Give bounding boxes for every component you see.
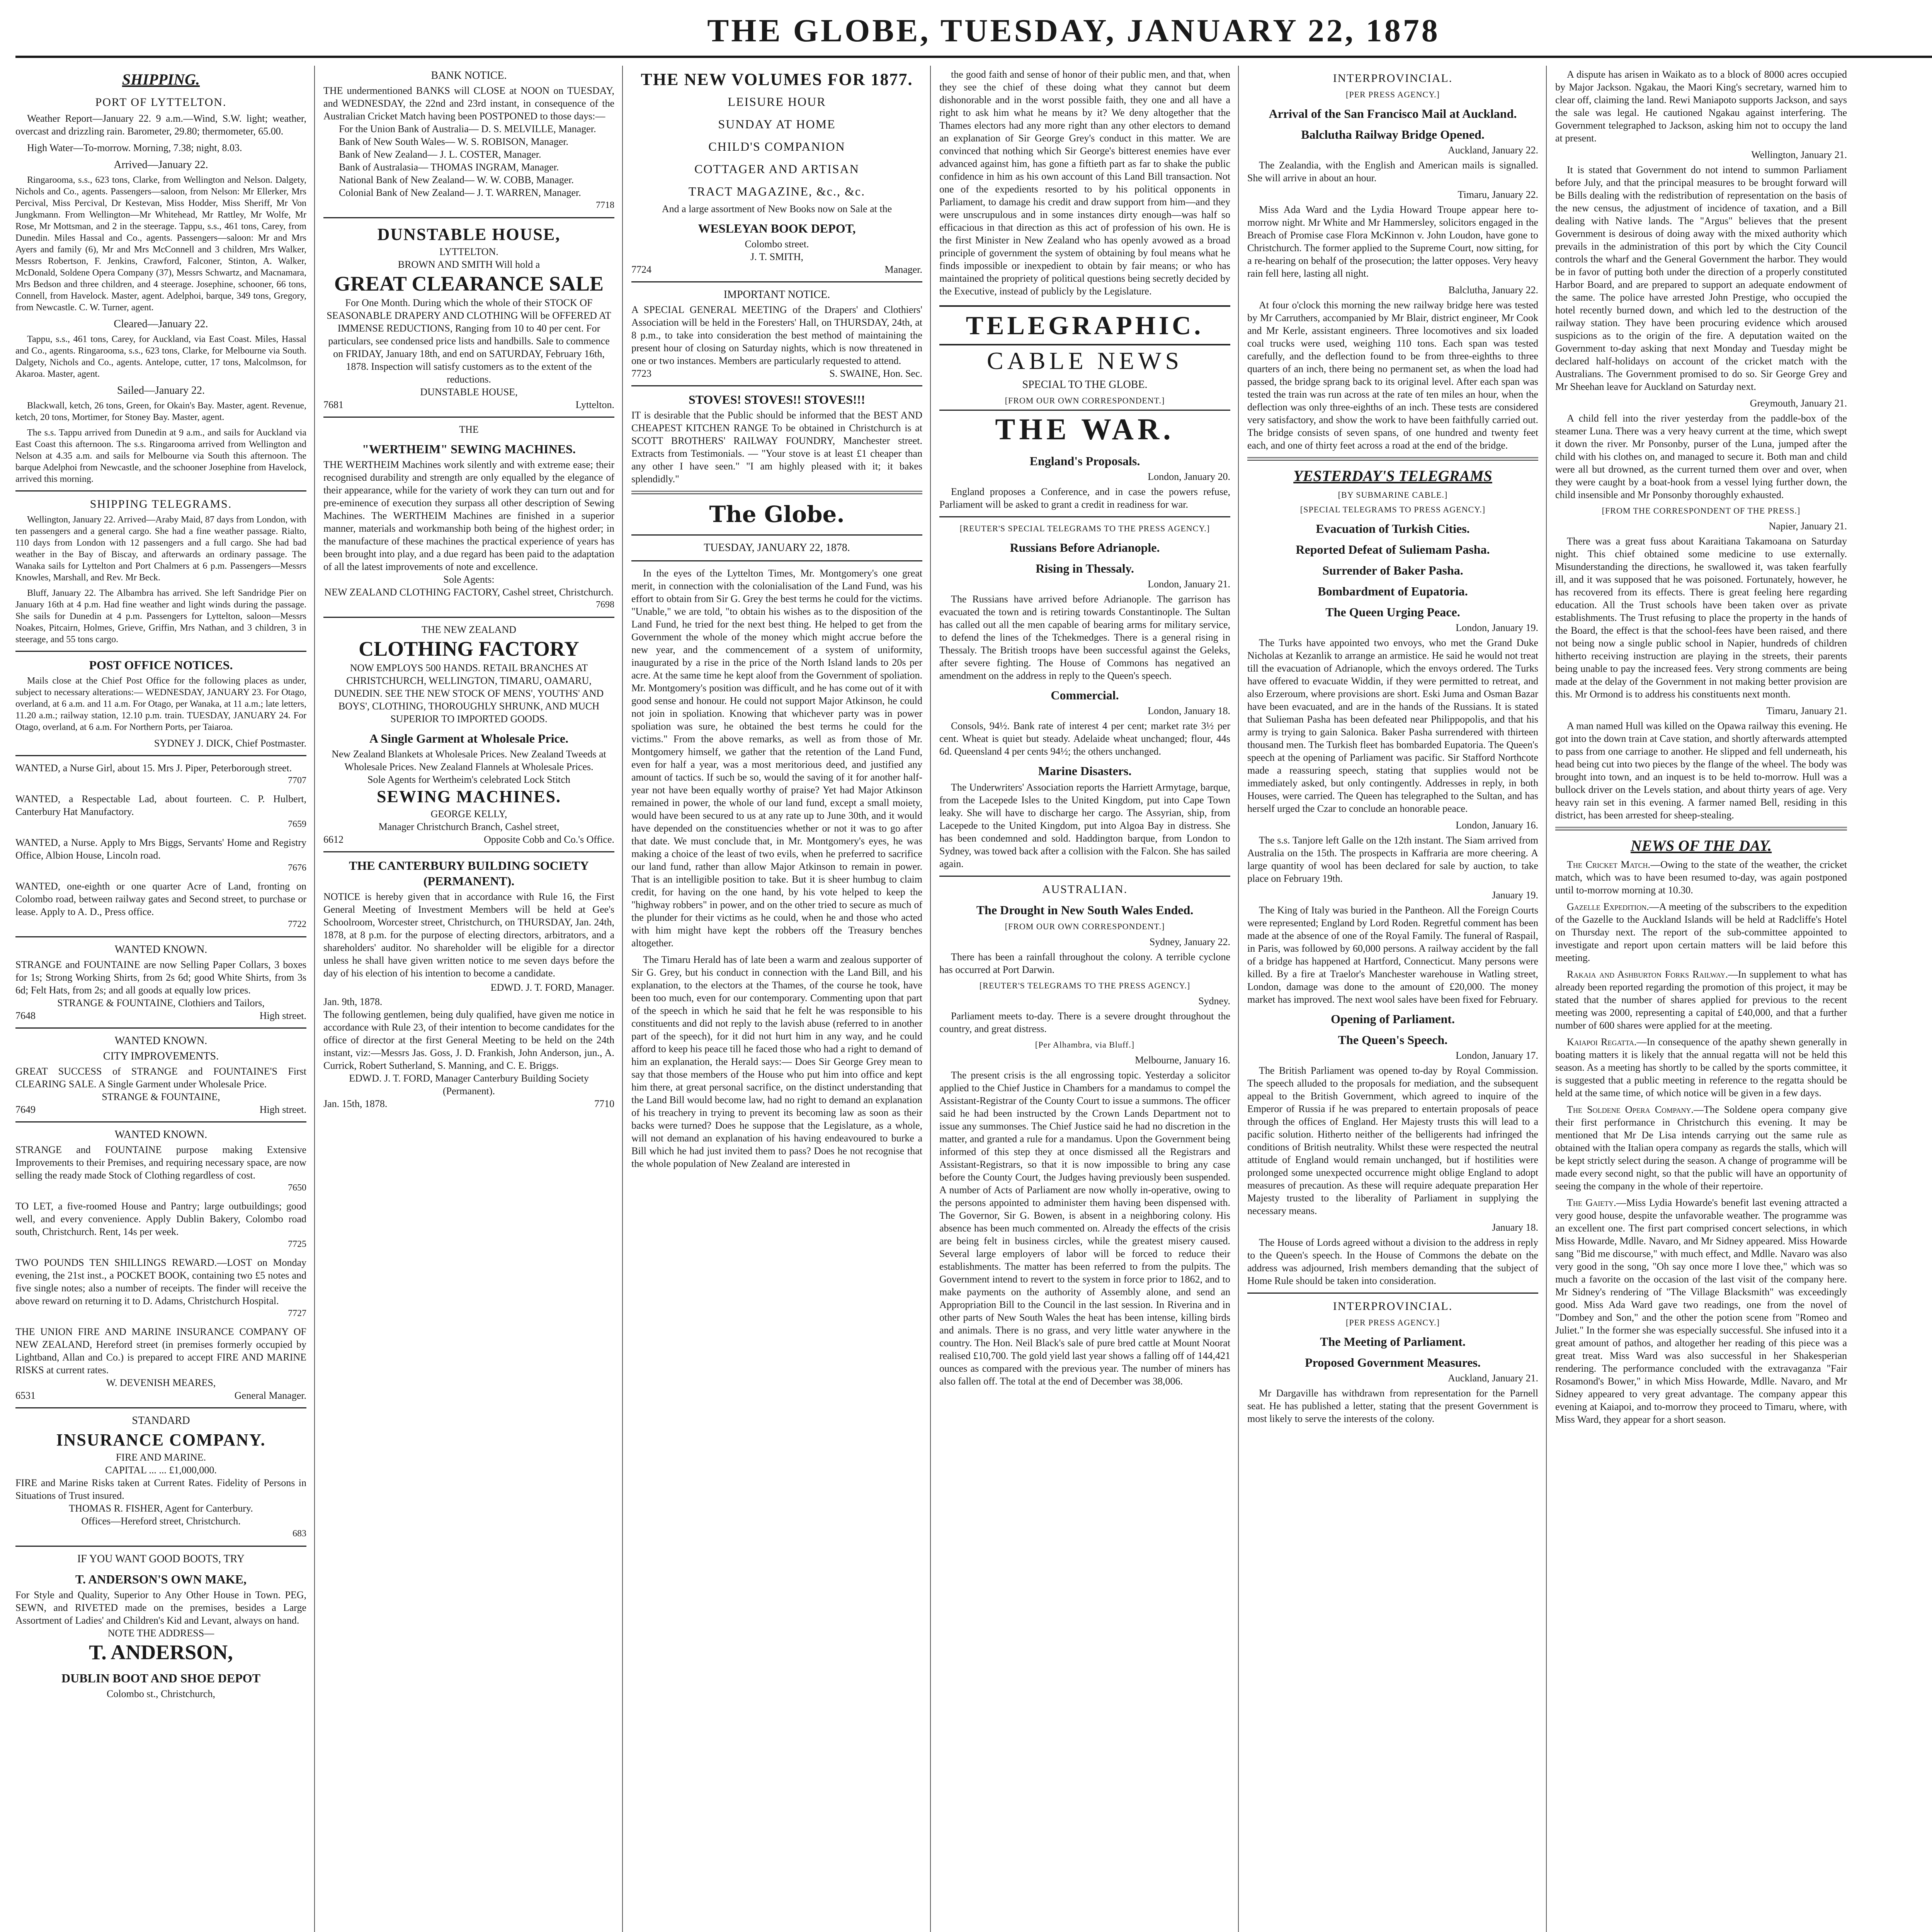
reward-ad	[15, 1256, 306, 1320]
strange-fountaine-ad-2	[15, 1034, 306, 1116]
sf-mail-heading: Arrival of the San Francisco Mail at Auckland.	[1269, 107, 1517, 121]
ad-signature: J. T. SMITH,	[750, 251, 803, 262]
globe-title: The Globe.	[709, 501, 845, 527]
interprovincial-title-2: INTERPROVINCIAL.	[1333, 1300, 1453, 1313]
reuter-special: [REUTER'S SPECIAL TELEGRAMS TO THE PRESS AGENCY.]	[959, 524, 1210, 533]
divider	[939, 876, 1230, 877]
ad-address: Offices—Hereford street, Christchurch.	[81, 1515, 241, 1527]
ad-heading: WANTED KNOWN.	[114, 1129, 207, 1141]
ad-text: THE undermentioned BANKS will CLOSE at NOON on TUESDAY, and WEDNESDAY, the 22nd and 23rd instant, in consequence of the Australian Cricket Match having been POSTPONED to those days:—	[323, 85, 614, 122]
napier-21-date: Napier, January 21.	[1769, 520, 1847, 532]
own-correspondent: [FROM OUR OWN CORRESPONDENT.]	[1005, 396, 1165, 405]
shipping-notes: The s.s. Tappu arrived from Dunedin at 9 a.m., and sails for Auckland via East Coast this afternoon. The s.s. Ringarooma arrived from Wellington and Nelson at 4.35 a.m. and sails for Melbourne via South this afternoon. The barque Adelphoi from Newcastle, and the schooner Josephine from Havelock, arrived this morning.	[15, 428, 306, 484]
ad-number: 7698	[596, 600, 614, 610]
evacuation-heading: Evacuation of Turkish Cities.	[1316, 522, 1470, 536]
divider	[631, 560, 922, 561]
column-1	[15, 66, 315, 1932]
ad-text: THE UNION FIRE AND MARINE INSURANCE COMPANY OF NEW ZEALAND, Hereford street (in premises formerly occupied by Lightband, Allan and Co.) is prepared to accept FIRE AND MARINE RISKS at current rates.	[15, 1326, 306, 1376]
thessaly-body: The Russians have arrived before Adrianople. The garrison has evacuated the town and is retiring towards Constantinople. The Sultan has called out all the men capable of bearing arms for military service, to defend the lines of the Tchekmedges. There is a general rising in Thessaly. The British troops have been successful against the Geleks, after severe fighting. The House of Commons has negatived an amendment on the address in reply to the Queen's speech.	[939, 594, 1230, 681]
ad-text-2: The following gentlemen, being duly qualified, have given me notice in accordance with Rule 23, of their intention to become candidates for the office of director at the first General Meeting to be held on the 24th instant, viz:—Messrs Jas. Goss, J. D. Frankish, John Anderson, jun., A. Currick, Robert Sutherland, S. Manning, and C. E. Briggs.	[323, 1009, 614, 1071]
news-item-body: —The Soldene opera company give their first performance in Christchurch this evening. It may be mentioned that Mr De Lisa intends carrying out the same rule as obtained with the Italian opera company as regards the stalls, which will be kept strictly select during the season. A change of programme will be made every second night, so that the public will have an opportunity of seeing the company in the whole of their repertoire.	[1555, 1104, 1847, 1192]
ad-shop: DUBLIN BOOT AND SHOE DEPOT	[61, 1671, 261, 1685]
bank-entry: Bank of New South Wales— W. S. ROBISON, Manager.	[339, 136, 568, 147]
bluff-telegram: Bluff, January 22. The Albambra has arrived. She left Sandridge Pier on January 16th at 4 p.m. Had fine weather and light winds during the passage. She sails for Dunedin at 4 p.m. Passengers for Lyttelton, saloon—Messrs Noakes, Pitcairn, Holmes, Grieve, Griffin, Mrs Nathan, and 3 children, 3 in steerage, and 55 tons cargo.	[15, 588, 306, 645]
ad-number: 7707	[288, 776, 306, 786]
to-let-ad	[15, 1200, 306, 1251]
ad-title: THE NEW VOLUMES FOR 1877.	[641, 70, 913, 89]
divider	[15, 490, 306, 492]
post-office-title: POST OFFICE NOTICES.	[89, 658, 233, 672]
ad-signature: GEORGE KELLY,	[430, 808, 507, 820]
ad-number: 7649	[15, 1104, 36, 1115]
balclutha-date: Balclutha, January 22.	[1448, 284, 1538, 296]
ad-the: THE	[459, 424, 479, 435]
standard-insurance-ad	[15, 1414, 306, 1540]
ad-title: THE CANTERBURY BUILDING SOCIETY (PERMANENT).	[349, 859, 589, 888]
auckland-body: The Zealandia, with the English and American mails is signalled. She will arrive in about an hour.	[1247, 160, 1538, 184]
ad-agents: Sole Agents for Wertheim's celebrated Lock Stitch	[367, 774, 570, 785]
news-item	[1555, 900, 1847, 964]
ad-single: A Single Garment at Wholesale Price.	[369, 731, 568, 745]
news-item	[1555, 858, 1847, 896]
ad-number: 7681	[323, 399, 344, 410]
sydney-date: Sydney.	[1198, 995, 1230, 1007]
ad-text: NOW EMPLOYS 500 HANDS. RETAIL BRANCHES AT CHRISTCHURCH, WELLINGTON, TIMARU, OAMARU, DUNEDIN. SEE THE NEW STOCK OF MENS', YOUTHS' AND BOYS', CLOTHING, THOROUGHLY SHRUNK, AND MUCH SUPERIOR TO IMPORTED GOODS.	[334, 662, 604, 724]
timaru-date: Timaru, January 22.	[1458, 189, 1538, 200]
divider	[631, 385, 922, 386]
news-item-title: The Gaiety.	[1567, 1197, 1616, 1208]
strange-fountaine-ad-3	[15, 1128, 306, 1194]
wellington-21-body: It is stated that Government do not intend to summon Parliament before July, and that the principal measures to be brought forward will be Bills dealing with the redistribution of representation on the basis of the new census, the adjustment of incidence of taxation, and a Bill dealing with Native lands. The "Argus" believes that the present Government is desirous of doing away with the mixed authority which prevails in the administration of this port by which the City Council controls the wharf and the General Government the harbor. They would be in favor of putting both under the direction of a properly constituted Harbor Board, and are prepared to support an adequate endowment of the same. The police have arrested John Prestige, who occupied the hotel recently burned down, and which led to the destruction of the railway station. They have been procuring evidence which aroused suspicions as to the origin of the fire. A deputation waited on the Government to-day asking that next Monday and Tuesday might be declared half-holidays on account of the cricket match with the Australians. The Government promised to do so. Sir George Grey and Mr Sheehan leave for Auckland on Saturday next.	[1555, 164, 1847, 392]
cleared-body: Tappu, s.s., 461 tons, Carey, for Auckland, via East Coast. Miles, Hassal and Co., agents. Ringarooma, s.s., 623 tons, Clarke, for Melbourne via South. Dalgety, Nichols and Co., agents. Antelope, cutter, 17 tons, Malcolmson, for Akaroa. Master, agent.	[15, 334, 306, 379]
balclutha-heading: Balclutha Railway Bridge Opened.	[1301, 128, 1485, 141]
ad-number: 7659	[288, 819, 306, 829]
divider	[15, 936, 306, 937]
ad-number: 7710	[594, 1098, 614, 1109]
news-item-title: The Cricket Match.	[1567, 859, 1651, 870]
queen-peace-heading: The Queen Urging Peace.	[1325, 605, 1460, 619]
news-item-body: —In consequence of the apathy shewn generally in boating matters it is likely that the annual regatta will not be held this season. As a meeting has shortly to be called by the sports committee, it is suggested that a public meeting in reference to the regatta should be held at the same time, of which notice will be given in a few days.	[1555, 1036, 1847, 1099]
the-war-title: THE WAR.	[939, 410, 1230, 448]
high-water: High Water—To-morrow. Morning, 7.38; night, 8.03.	[27, 142, 242, 153]
queens-speech-date: London, January 17.	[1456, 1050, 1538, 1061]
news-item	[1555, 1036, 1847, 1099]
ad-footer	[15, 1103, 306, 1116]
yesterdays-telegrams-title: YESTERDAY'S TELEGRAMS	[1293, 467, 1492, 485]
divider	[15, 1027, 306, 1029]
wertheim-ad	[323, 423, 614, 611]
news-of-the-day-title: NEWS OF THE DAY.	[1630, 837, 1772, 854]
greymouth-21-body: A child fell into the river yesterday from the paddle-box of the steamer Luna. There was a very heavy current at the time, which swept it down the river. Mr Ponsonby, purser of the Luna, jumped after the child with his clothes on, and managed to secure it. Both man and child were all but drowned, as the current turned them over and over, when they were caught by a boat-hook from a vessel lying further down, the child insensible and Mr Ponsonby thoroughly exhausted.	[1555, 413, 1847, 500]
ad-heading: IF YOU WANT GOOD BOOTS, TRY	[77, 1553, 245, 1565]
editorial-2: The Timaru Herald has of late been a warm and zealous supporter of Sir G. Grey, but his conduct in connection with the Land Bill, and his explanation, to the electors at the Thames, of the course he took, have been too much, even for our contemporary. Commenting upon that part of the speech in which he said that he felt he was responsible to his constituents and did not reply to the lavish abuse (referred to in another part of the speech), for it did not hurt him in any way, and he could afford to keep his peace till he faced those who had a right to demand of him an explanation, the Herald says:— Does Sir George Grey mean to say that those members of the House who put him into office and kept him there, at great personal sacrifice, on the distinct understanding that the Land Bill would become law, had no right to demand an explanation of his treachery in trying to prevent its becoming law as soon as their backs were turned? Does he suppose that the Legislature, as a whole, will not demand an explanation of his having endeavoured to burke a Bill which he had just invited them to pass? Does he not recognise that the whole population of New Zealand are interested in	[631, 954, 922, 1169]
strange-fountaine-ad-1	[15, 943, 306, 1022]
ad-number: 7727	[288, 1308, 306, 1318]
england-proposals-date: London, January 20.	[1148, 471, 1230, 482]
auckland-21-date: Auckland, January 21.	[1448, 1372, 1538, 1384]
proposed-measures-heading: Proposed Government Measures.	[1305, 1355, 1481, 1369]
divider	[1247, 1293, 1538, 1294]
queen-peace-body: The Turks have appointed two envoys, who met the Grand Duke Nicholas at Kezanlik to arrange an armistice. He said he would not treat till the evacuation of Adrianople, which the envoys ordered. The Turks have offered to evacuate Widdin, if they were permitted to retreat, and also Erzeroum, where provisions are short. Eski Juma and Osman Bazar have been evacuated, and are in the hands of the Russians. It is stated that Sulieman Pasha has been defeated near Philippopolis, and that his army is trying to gain Salonica. Baker Pasha surrendered with thirteen thousand men. The Turkish fleet has bombarded Eupatoria. The Queen's speech at the opening of Parliament was pacific. Sir Stafford Northcote made a reassuring speech, stating that supplies would not be immediately asked, but only contingently. Addresses in reply, in both Houses, were carried. The Queen has telegraphed to the Sultan, and has herself urged the Czar to conclude an honorable peace.	[1247, 637, 1538, 814]
ad-signature: THOMAS R. FISHER, Agent for Canterbury.	[69, 1503, 253, 1514]
post-office-body: Mails close at the Chief Post Office for the following places as under, subject to necessary alterations:— WEDNESDAY, JANUARY 23. For Otago, overland, at 6 a.m. and 11 a.m. For Otago, per Wanaka, at 11 a.m.; late letters, 11.20 a.m.; railway station, 12.10 p.m. train. TUESDAY, JANUARY 24. For Otago, overland, at 6 a.m. For Northern Ports, per Taiaroa.	[15, 676, 306, 732]
ad-text: FIRE and Marine Risks taken at Current Rates. Fidelity of Persons in Situations of Trust insured.	[15, 1477, 306, 1501]
napier-21-body: There was a great fuss about Karaitiana Takamoana on Saturday night. This chief obtained some medicine to use externally. Misunderstanding the directions, he swallowed it, was taken fearfully ill, and it was supposed that he was poisoned. Fortunately, however, he has recovered from its effects. There is great feeling here regarding education. All the Trust schools have been taken over as private establishments. The Trust refusing to place the property in the hands of the Board, the effect is that the school-fees have been raised, and there not being now a single public school in Napier, hundreds of children hitherto receiving instruction are playing in the streets, their parents being unable to pay the increased fees. Very strong comments are being made at the delay of the Government in not making better provision are this. Mr Ormond is to address his constituents next month.	[1555, 536, 1847, 700]
nz-clothing-factory-ad	[323, 623, 614, 846]
ad-heading: THE NEW ZEALAND	[421, 624, 517, 635]
divider	[631, 534, 922, 536]
wanted-ad-2	[15, 793, 306, 831]
ad-role: General Manager.	[234, 1390, 306, 1401]
special-to-globe: SPECIAL TO THE GLOBE.	[1022, 379, 1148, 391]
london-16-date: London, January 16.	[1456, 820, 1538, 831]
divider	[1555, 827, 1847, 830]
defeat-heading: Reported Defeat of Suliemam Pasha.	[1296, 543, 1490, 556]
shipping-telegrams-title: SHIPPING TELEGRAMS.	[90, 498, 232, 510]
auckland-21-body: Mr Dargaville has withdrawn from representation for the Parnell seat. He has published a letter, stating that the present Government is most likely to serve the interests of the colony.	[1247, 1388, 1538, 1424]
timaru-21-body: A man named Hull was killed on the Opawa railway this evening. He got into the down train at Cave station, and shortly afterwards attempted to pass from one carriage to another. He slipped and fell underneath, his head being cut into two pieces by the flange of the wheel. The body was brought into town, and an inquest is to be held to-morrow. Hull was a bullock driver on the Levels station, and about thirty years of age. Very heavy rain set in this evening. A farmer named Bell, residing in this district, has been arrested for sheep-stealing.	[1555, 720, 1847, 821]
queen-peace-date: London, January 19.	[1456, 622, 1538, 633]
queens-speech-heading: The Queen's Speech.	[1338, 1033, 1448, 1047]
baker-heading: Surrender of Baker Pasha.	[1322, 563, 1463, 577]
ad-signature: STRANGE & FOUNTAINE,	[102, 1091, 220, 1102]
england-proposals-heading: England's Proposals.	[1029, 454, 1140, 468]
ad-heading: IMPORTANT NOTICE.	[723, 289, 830, 301]
editorial-1: In the eyes of the Lyttelton Times, Mr. Montgomery's one great merit, in connection with the colonialisation of the Land Fund, was his effort to obtain from Sir G. Grey the best terms he could for the victims. "Unable," we are told, "to obtain his wishes as to the disposition of the Land Fund, he tried for the next best thing. He helped to get from the Government the whole of the money which might accrue before the new year, and the commencement of a system of uniformity, inaugurated by a rise in the price of the North Island lands to 20s per acre. At the same time he kept aloof from the Government of spoliation. Mr. Montgomery's position was difficult, and he has come out of it with good sense and honour. He could not support Major Atkinson, he could not join in spoliation. Knowing that whichever party was in power spoliation was sure, he obtained the best terms he could for the victims." From the above remarks, as well as from those of Mr. Montgomery himself, we gather that the retention of the Land Fund, even for half a year, was a most meritorious deed, and justified any amount of tactics. If such be so, would the saving of it for another half-year not have been equally worthy of praise? Yet had Major Atkinson remained in power, the whole of our land fund, except a small moiety, would have been secured to us at any rate up to June 30th, and it would have depended on the constituencies whether or not it was to go after that date. We must conclude that, in Mr. Montgomery's eyes, he was making a choice of the least of two evils, when he preferred to sacrifice our land fund, rather than allow Major Atkinson to remain in power. That is an intelligible position to take. But it is sheer humbug to claim credit, for having on the one hand, by his vote helped to keep the "highway robbers" in power, and on the other tried to secure as much of the plunder for their victims as he could, when he and those who acted with him might have kept the robbers off the Treasury benches altogether.	[631, 568, 922, 949]
ad-heading: BANK NOTICE.	[431, 70, 507, 82]
stoves-ad	[631, 392, 922, 485]
ad-title: CLOTHING FACTORY	[359, 637, 579, 660]
shipping-title: SHIPPING.	[122, 71, 200, 88]
divider	[1247, 457, 1538, 461]
commercial-body: Consols, 94½. Bank rate of interest 4 per cent; market rate 3½ per cent. Wheat is quiet but steady. Adelaide wheat unchanged; flour, 44s 6d. Queensland 4 per cents 94½; the others unchanged.	[939, 720, 1230, 757]
masthead: THE GLOBE, TUESDAY, JANUARY 22, 1878	[15, 12, 1932, 58]
volume-item: SUNDAY AT HOME	[718, 117, 836, 131]
ad-signature: STRANGE & FOUNTAINE, Clothiers and Tailors,	[57, 997, 265, 1009]
ad-number: 7648	[15, 1010, 36, 1021]
thessaly-date: London, January 21.	[1148, 578, 1230, 590]
important-notice-ad	[631, 288, 922, 380]
melbourne-date: Melbourne, January 16.	[1135, 1054, 1230, 1066]
column-3	[631, 66, 931, 1932]
ad-agents: Sole Agents:	[443, 574, 495, 585]
divider	[323, 217, 614, 218]
bank-entry: National Bank of New Zealand— W. W. COBB, Manager.	[339, 174, 574, 185]
news-item	[1555, 968, 1847, 1032]
ad-note: NOTE THE ADDRESS—	[107, 1628, 214, 1639]
news-item-title: Gazelle Expedition.	[1567, 901, 1649, 912]
postmaster: SYDNEY J. DICK, Chief Postmaster.	[154, 738, 306, 749]
bank-entry: Bank of New Zealand— J. L. COSTER, Manager.	[339, 149, 541, 160]
ad-signature: EDWD. J. T. FORD, Manager.	[490, 982, 614, 993]
divider	[631, 491, 922, 494]
ad-text: A SPECIAL GENERAL MEETING of the Drapers' and Clothiers' Association will be held in the Foresters' Hall, on THURSDAY, 24th, at 8 p.m., to take into consideration the best method of maintaining the present hour of closing on Saturday nights, which is now threatened in one or two instances. Members are particularly requested to attend.	[631, 304, 922, 366]
london-16-body: The s.s. Tanjore left Galle on the 12th instant. The Siam arrived from Australia on the 15th. The prospects in Kaffraria are more cheering. A large quantity of wool has been declared for sale by auction, to take place on February 19th.	[1247, 835, 1538, 884]
england-proposals-body: England proposes a Conference, and in case the powers refuse, Parliament will be asked to grant a credit in readiness for war.	[939, 486, 1230, 510]
ad-heading: WANTED KNOWN.	[114, 1035, 207, 1047]
ad-address: Lyttelton.	[575, 399, 614, 410]
meeting-parliament-heading: The Meeting of Parliament.	[1320, 1335, 1466, 1349]
ad-number: 7723	[631, 368, 651, 379]
ad-number: 683	[293, 1529, 306, 1539]
waikato-body: A dispute has arisen in Waikato as to a block of 8000 acres occupied by Major Jackson. Ngakau, the Maori King's secretary, warned him to clear off, claiming the land. Rewi Maniapoto supports Jackson, and says the sale was legal. He cautioned Ngakau against interfering. The Government telegraphed to Jackson, asking him not to occupy the land at present.	[1555, 69, 1847, 144]
divider	[631, 281, 922, 282]
sailed-body: Blackwall, ketch, 26 tons, Green, for Okain's Bay. Master, agent. Revenue, ketch, 20 tons, Mortimer, for Stoney Bay. Master, agent.	[15, 401, 306, 422]
melbourne-body: The present crisis is the all engrossing topic. Yesterday a solicitor applied to the Chief Justice in Chambers for a mandamus to compel the Assistant-Registrar of the County Court to issue a summons. The officer said he had been instructed by the Crown Lands Department not to issue any summonses. The Chief Justice said he had no discretion in the matter, and granted a rule for a mandamus. Upon the Government being informed of this step they at once dismissed all the Registrars and Assistant-Registrars, so that it is now impossible to bring any case before the County Court, the Judges having previously been suspended. A number of Acts of Parliament are now wholly in-operative, owing to the persons appointed to administer them having been dispensed with. The Governor, Sir G. Bowen, is absent in a neighboring colony. His absence has been much commented on. Already the effects of the crisis are being felt in business circles, while the greatest misery caused. Several large employers of labor will be forced to reduce their establishments. The matter has been referred to from the pulpits. The Government intend to revert to the system in force prior to 1862, and to make payments on the authority of Assembly alone, and send an Appropriation Bill to the Council in the last session. In Riverina and in other parts of New South Wales the heat has been intense, killing birds and animals. There is no grass, and very little water anywhere in the country. The Hon. Neil Black's sale of pure bred cattle at Mount Noorat realised £10,700. The gold yield last year shows a falling off of 144,421 ounces as compared with the previous year. The number of miners has also fallen off. The total at the end of December was 38,006.	[939, 1070, 1230, 1387]
ad-address: Colombo street.	[745, 238, 809, 250]
wellington-telegram: Wellington, January 22. Arrived—Araby Maid, 87 days from London, with ten passengers and a general cargo. She had a fine weather passage. Rialto, 110 days from London with 12 passengers and a full cargo. She had bad weather in the Bay of Biscay, and afterwards an ordinary passage. The Wanaka sails for Lyttelton and Port Chalmers at 6 p.m. Passengers—Messrs Knowles, Marshall, and Rev. Mr Beck.	[15, 515, 306, 583]
wanted-ad-4	[15, 880, 306, 931]
ad-role: Manager.	[884, 264, 922, 275]
port-title: PORT OF LYTTELTON.	[95, 96, 227, 109]
column-6	[1555, 66, 1855, 1932]
column-4	[939, 66, 1239, 1932]
ad-subheading: CITY IMPROVEMENTS.	[103, 1050, 219, 1062]
ad-number: 7722	[288, 919, 306, 929]
australian-title: AUSTRALIAN.	[1042, 883, 1128, 896]
ad-text: STRANGE and FOUNTAINE purpose making Extensive Improvements to their Premises, and requiring necessary space, are now selling the ready made Stock of Clothing regardless of cost.	[15, 1144, 306, 1181]
ad-capital: CAPITAL ... ... £1,000,000.	[105, 1464, 217, 1476]
ad-text: For Style and Quality, Superior to Any Other House in Town. PEG, SEWN, and RIVETED made on the premises, besides a Large Assortment of Ladies' and Children's Kid and Levant, always on hand.	[15, 1589, 306, 1626]
reuter-telegrams: [REUTER'S TELEGRAMS TO THE PRESS AGENCY.]	[979, 981, 1190, 990]
globe-date: TUESDAY, JANUARY 22, 1878.	[704, 542, 850, 554]
ad-number: 7676	[288, 863, 306, 873]
jan-19-body: The King of Italy was buried in the Pantheon. All the Foreign Courts were represented; England by Lord Roden. Regretful comment has been made at the absence of one of the Royal Family. The funeral of Raspail, in Paris, was followed by 60,000 persons. A railway accident by the fall of a bridge has happened at Hartford, Connecticut. Many persons were killed. By a fire at Traelor's Manchester warehouse in Watling street, London, damage was done to the amount of £20,000. The money market has improved. The next wool sales have been fixed for February.	[1247, 905, 1538, 1005]
ad-signature-2: EDWD. J. T. FORD, Manager Canterbury Building Society (Permanent).	[349, 1073, 589, 1097]
ad-text: WANTED, one-eighth or one quarter Acre of Land, fronting on Colombo road, between railway gates and Second street, to purchase or lease. Apply to A. D., Press office.	[15, 881, 306, 917]
bank-notice-ad	[323, 69, 614, 212]
marine-body: The Underwriters' Association reports the Harriett Armytage, barque, from the Lacepede Isles to the United Kingdom, put into Cape Town leaky. She will have to discharge her cargo. The Assyrian, ship, from Lacepede to the United Kingdom, put into Algoa Bay in distress. She has been condemned and sold. Haddington barque, from London to Sydney, was towed back after a collision with the Falcon. She has sailed again.	[939, 782, 1230, 869]
news-item-body: —A meeting of the subscribers to the expedition of the Gazelle to the Auckland Islands will be held at Radcliffe's Hotel on Thursday next. The report of the sub-committee appointed to investigate and report upon certain matters will be laid before this meeting.	[1555, 901, 1847, 963]
timaru-21-date: Timaru, January 21.	[1766, 705, 1847, 716]
jan-19-date: January 19.	[1492, 889, 1538, 901]
dunstable-house-ad	[323, 224, 614, 411]
ad-title: DUNSTABLE HOUSE,	[377, 225, 561, 244]
greymouth-21-date: Greymouth, January 21.	[1750, 398, 1847, 409]
drought-date: Sydney, January 22.	[1149, 936, 1230, 947]
weather-report: Weather Report—January 22. 9 a.m.—Wind, S.W. light; weather, overcast and drizzling rain. Barometer, 29.80; thermometer, 65.00.	[15, 113, 306, 137]
ad-footer	[15, 1389, 306, 1402]
jan-18-date: January 18.	[1492, 1222, 1538, 1233]
volume-item: TRACT MAGAZINE, &c., &c.	[688, 184, 866, 198]
balclutha-body: At four o'clock this morning the new railway bridge here was tested by Mr Carruthers, accompanied by Mr Blair, district engineer, Mr Cook and Mr Kerle, assistant engineers. Three locomotives and six loaded coal trucks were used, weighing 110 tons. Each span was tested carefully, and the deflection found to be from three-eighths to three quarters of an inch, there being no permanent set, as when the load had passed, the bridge sprang back to its original level. After each span was tested the train was run across at the rate of ten miles an hour, when the deflection was only three-eighths of an inch. These tests are considered very satisfactory, and show the work to have been faithfully carried out. The bridge consists of seven spans, of one hundred and twenty feet each, and one of thirty feet across a road at the end of the bridge.	[1247, 299, 1538, 451]
ad-depot: WESLEYAN BOOK DEPOT,	[698, 221, 856, 235]
divider	[15, 1407, 306, 1408]
ad-heading: STANDARD	[132, 1415, 190, 1427]
ad-brown-smith: BROWN AND SMITH Will hold a	[398, 259, 540, 270]
ad-big-text: GREAT CLEARANCE SALE	[334, 272, 604, 295]
volume-item: COTTAGER AND ARTISAN	[694, 162, 859, 176]
ad-signature: S. SWAINE, Hon. Sec.	[829, 368, 922, 379]
news-item-title: The Soldene Opera Company.	[1567, 1104, 1694, 1115]
ad-text: NOTICE is hereby given that in accordance with Rule 16, the First General Meeting of Investment Members will be held at Gee's Schoolroom, Worcester street, Christchurch, on THURSDAY, Jan. 24th, 1878, at 8 p.m. for the purpose of electing directors, arbitrators, and a shareholders' auditor. No shareholder will be eligible for a director unless he shall have given written notice to me seven days before the day of his election of his intention to become a candidate.	[323, 891, 614, 979]
cable-news-title: CABLE NEWS	[986, 347, 1183, 374]
ad-text: IT is desirable that the Public should be informed that the BEST AND CHEAPEST KITCHEN RANGE To be obtained in Christchurch is at SCOTT BROTHERS' RAILWAY FOUNDRY, Manchester street. Extracts from Testimonials. — "Your stove is at least £1 cheaper than any other I have seen." "I am highly pleased with it; it bakes splendidly."	[631, 410, 922, 485]
special-press: [SPECIAL TELEGRAMS TO PRESS AGENCY.]	[1300, 505, 1486, 514]
ad-footer	[15, 1009, 306, 1022]
ad-number: 7724	[631, 264, 651, 275]
ad-text: WANTED, a Respectable Lad, about fourteen. C. P. Hulbert, Canterbury Hat Manufactory.	[15, 793, 306, 817]
ad-footer	[323, 1097, 614, 1110]
news-item	[1555, 1103, 1847, 1192]
news-item-body: —In supplement to what has already been reported regarding the promotion of this project, it may be stated that the number of shares applied for previous to the recent meeting was 2000, representing a capital of £40,000, and that a further number of 600 shares were applied for at the meeting.	[1555, 969, 1847, 1031]
editorial-continued: the good faith and sense of honor of their public men, and that, when they see the chief of these doing what they cannot but deem dishonorable and in the worst possible faith, they one and all have a right to ask him what he means by it? We deny altogether that the Thames electors had any more right than any other electors to demand an explanation of Sir George Grey's conduct in this matter. We are convinced that nothing which Sir George's bitterest enemies have ever advanced against him, has gone a fiftieth part as far to shake the public confidence in him as his own account of this Land Bill transaction. Not one of the expedients resorted to by his political opponents in Parliament, to damage his credit and draw support from him—and they were unscrupulous and in some instances dirty enough—was half so efficacious in that direction as this act of profession of his own. He is the first Minister in New Zealand who has openly avowed as a broad principle of government the system of obtaining by foul means what he finds impossible or inexpedient to obtain by fair means; or who has maintained the propriety of political questions being secretly decided by the Executive, instead of publicly by the Legislature.	[939, 69, 1230, 297]
ad-date-2: Jan. 15th, 1878.	[323, 1098, 388, 1109]
ad-factory: NEW ZEALAND CLOTHING FACTORY, Cashel street, Christchurch.	[324, 587, 614, 598]
ad-text: And a large assortment of New Books now on Sale at the	[662, 203, 892, 214]
bombardment-heading: Bombardment of Eupatoria.	[1318, 584, 1468, 598]
sailed-head: Sailed—January 22.	[117, 384, 205, 396]
cleared-head: Cleared—January 22.	[114, 318, 208, 330]
press-agency-2: [PER PRESS AGENCY.]	[1346, 1318, 1440, 1327]
divider	[15, 755, 306, 756]
column-2	[323, 66, 623, 1932]
ad-sewing: SEWING MACHINES.	[377, 787, 561, 806]
press-agency: [PER PRESS AGENCY.]	[1346, 90, 1440, 99]
ad-subheading: LYTTELTON.	[439, 246, 498, 257]
divider	[323, 851, 614, 852]
own-correspondent-2: [FROM OUR OWN CORRESPONDENT.]	[1005, 922, 1165, 931]
news-item	[1555, 1196, 1847, 1426]
ad-heading: WANTED KNOWN.	[114, 944, 207, 956]
ad-text: WANTED, a Nurse. Apply to Mrs Biggs, Servants' Home and Registry Office, Albion House, Lincoln road.	[15, 837, 306, 861]
interprovincial-title: INTERPROVINCIAL.	[1333, 72, 1453, 85]
ad-title: T. ANDERSON'S OWN MAKE,	[75, 1572, 247, 1586]
ad-footer	[323, 833, 614, 846]
divider	[15, 1121, 306, 1122]
news-item-body: —Owing to the state of the weather, the cricket match, which was to have been resumed to-day, was again postponed until to-morrow morning at 10.30.	[1555, 859, 1847, 896]
ad-text: GREAT SUCCESS of STRANGE and FOUNTAINE'S First CLEARING SALE. A Single Garment under Wholesale Price.	[15, 1066, 306, 1090]
russians-heading: Russians Before Adrianople.	[1010, 541, 1160, 554]
ad-title: "WERTHEIM" SEWING MACHINES.	[362, 442, 576, 456]
thessaly-heading: Rising in Thessaly.	[1036, 561, 1134, 575]
columns	[15, 66, 1932, 1932]
ad-subheading: FIRE AND MARINE.	[116, 1452, 206, 1463]
commercial-date: London, January 18.	[1148, 705, 1230, 716]
ad-signature: DUNSTABLE HOUSE,	[420, 386, 518, 398]
ad-footer	[631, 367, 922, 380]
column-5	[1247, 66, 1547, 1932]
volume-item: CHILD'S COMPANION	[708, 139, 845, 153]
bank-entry: For the Union Bank of Australia— D. S. MELVILLE, Manager.	[339, 123, 596, 134]
ad-address: Colombo st., Christchurch,	[107, 1688, 215, 1699]
news-item-title: Kaiapoi Regatta.	[1567, 1036, 1637, 1048]
ad-role: Manager Christchurch Branch, Cashel street,	[378, 821, 560, 832]
news-item-title: Rakaia and Ashburton Forks Railway.	[1567, 969, 1728, 980]
ad-number: 7650	[288, 1183, 306, 1193]
ad-address: High street.	[259, 1010, 306, 1021]
ad-text: TO LET, a five-roomed House and Pantry; large outbuildings; good well, and every convenience. Apply Dublin Bakery, Colombo road south, Christchurch. Rent, 14s per week.	[15, 1201, 306, 1237]
auckland-date: Auckland, January 22.	[1448, 145, 1538, 156]
ad-text: For One Month. During which the whole of their STOCK OF SEASONABLE DRAPERY AND CLOTHING Will be OFFERED AT IMMENSE REDUCTIONS, Ranging from 10 to 40 per cent. For particulars, see condensed price lists and handbills. Sale to commence on FRIDAY, January 18th, and end on SATURDAY, February 16th, 1878. Inspection will satisfy customers as to the extent of the reductions.	[327, 297, 611, 385]
wellington-21-date: Wellington, January 21.	[1751, 149, 1847, 160]
wanted-ad-1	[15, 762, 306, 787]
divider	[323, 417, 614, 418]
ad-number: 6531	[15, 1390, 36, 1401]
timaru-body: Miss Ada Ward and the Lydia Howard Troupe appear here to-morrow night. Mr White and Mr Hammersley, solicitors engaged in the Breach of Promise case Flora McKinnon v. John Loudon, have gone to Christchurch. The former applied to the Supreme Court, now sitting, for a re-hearing on behalf of the prosecution; the latter opposes. Very heavy rain fell here, lasting all night.	[1247, 204, 1538, 279]
drought-heading: The Drought in New South Wales Ended.	[976, 903, 1194, 917]
wanted-ad-3	[15, 836, 306, 874]
queens-speech-body: The British Parliament was opened to-day by Royal Commission. The speech alluded to the proposals for mediation, and the subsequent appeal to the British Government, which agreed to inquire of the Emperor of Russia if he was prepared to entertain proposals of peace through the offices of England. Her Majesty trusts this will lead to a pacific solution. Hitherto neither of the belligerents had infringed the conditions of British neutrality. Whilst these were respected the neutral attitude of England would remain unchanged, but if hostilities were prolonged some unexpected occurrence might oblige England to adopt measures of precaution. As these will require adequate preparation Her Majesty trusted to the liberality of Parliament in supplying the necessary means.	[1247, 1065, 1538, 1216]
ad-title: INSURANCE COMPANY.	[56, 1430, 266, 1449]
ad-footer	[631, 263, 922, 276]
ad-text: THE WERTHEIM Machines work silently and with extreme ease; their recognised durability and strength are only equalled by the elegance of their appearance, while for the variety of work they can turn out and for pre-eminence of execution they surpass all other description of Sewing Machines. The WERTHEIM Machines are finished in a superior manner, materials and workmanship both being of the highest order; in the manufacture of these machines the practical experience of years has been brought into play, and a due regard has been paid to the adaptation of all the latest improvements of note and excellence.	[323, 459, 614, 572]
submarine-cable: [BY SUBMARINE CABLE.]	[1338, 490, 1448, 500]
ad-date: Jan. 9th, 1878.	[323, 996, 383, 1007]
opening-parliament-heading: Opening of Parliament.	[1331, 1012, 1455, 1026]
volume-item: LEISURE HOUR	[728, 95, 826, 109]
ad-number: 6612	[323, 834, 344, 845]
divider	[15, 1546, 306, 1547]
jan-18-body: The House of Lords agreed without a division to the address in reply to the Queen's speech. In the House of Commons the debate on the address was adjourned, Irish members demanding that the subject of Home Rule should be taken into consideration.	[1247, 1237, 1538, 1286]
ad-number: 7718	[596, 200, 614, 210]
divider	[939, 516, 1230, 517]
ad-signature: W. DEVENISH MEARES,	[106, 1377, 216, 1388]
ad-text: TWO POUNDS TEN SHILLINGS REWARD.—LOST on Monday evening, the 21st inst., a POCKET BOOK, containing two £5 notes and five single notes; also a number of receipts. The finder will receive the above reward on returning it to D. Adams, Christchurch Hospital.	[15, 1257, 306, 1306]
per-alhambra: [Per Alhambra, via Bluff.]	[1035, 1040, 1135, 1049]
ad-big-name: T. ANDERSON,	[89, 1641, 233, 1664]
drought-body: There has been a rainfall throughout the colony. A terrible cyclone has occurred at Port Darwin.	[939, 951, 1230, 975]
union-fire-ad	[15, 1325, 306, 1402]
ad-address: High street.	[259, 1104, 306, 1115]
telegraphic-title: TELEGRAPHIC.	[939, 305, 1230, 345]
arrived-head: Arrived—January 22.	[114, 159, 208, 171]
ad-items: New Zealand Blankets at Wholesale Prices. New Zealand Tweeds at Wholesale Prices. New Zealand Flannels at Wholesale Prices.	[332, 748, 606, 772]
ad-text: WANTED, a Nurse Girl, about 15. Mrs J. Piper, Peterborough street.	[15, 762, 292, 774]
correspondent-press: [FROM THE CORRESPONDENT OF THE PRESS.]	[1602, 506, 1801, 515]
ad-number: 7725	[288, 1239, 306, 1249]
divider	[15, 651, 306, 652]
bank-entry: Colonial Bank of New Zealand— J. T. WARREN, Manager.	[339, 187, 581, 198]
building-society-ad	[323, 858, 614, 1110]
sydney-body: Parliament meets to-day. There is a severe drought throughout the country, and great distress.	[939, 1010, 1230, 1034]
news-item-body: —Miss Lydia Howarde's benefit last evening attracted a very good house, despite the unfavorable weather. The programme was an excellent one. The first part comprised concert selections, in which Miss Howarde, Mdlle. Navaro, and Mr Sidney appeared. Miss Howarde sang "Bid me discourse," with much effect, and Mdlle. Navaro was also very good in the song, "Oh say once more I love thee," which was so much a favorite on the occasion of the last visit of the company here. Mr Sidney's rendering of "The Village Blacksmith" was exceedingly good. Miss Ada Ward gave two readings, one from the novel of "Dombey and Son," and the other the potion scene from "Romeo and Juliet." In the former she was especially successful. She infused into it a great amount of pathos, and altogether her reading of this piece was a great treat. Miss Ward was also successful in her Shakesperian rendering. The performance concluded with the extravaganza "Fair Rosamond's Bower," in which Miss Howarde, Mdlle. Navaro, and Mr Sidney appeared to very great advantage. The company appear this evening at Kaiapoi, and to-morrow they proceed to Timaru, where, with Miss Ward, they appear for a short season.	[1555, 1197, 1847, 1425]
ad-footer	[323, 398, 614, 411]
anderson-boots-ad	[15, 1552, 306, 1700]
marine-heading: Marine Disasters.	[1038, 764, 1132, 778]
commercial-heading: Commercial.	[1051, 688, 1119, 702]
ad-title: STOVES! STOVES!! STOVES!!!	[688, 393, 866, 406]
bank-entry: Bank of Australasia— THOMAS INGRAM, Manager.	[339, 162, 559, 173]
divider	[323, 617, 614, 618]
new-volumes-ad	[631, 69, 922, 276]
arrived-body: Ringarooma, s.s., 623 tons, Clarke, from Wellington and Nelson. Dalgety, Nichols and Co., agents. Passengers—saloon, from Nelson: Mr Ellerker, Mrs Percival, Miss Percival, Dr Kestevan, Miss Hodder, Miss Sheriff, Mr Von Jungkmann. From Wellington—Mr Whitehead, Mr Rattley, Mr Wolfe, Mr Rose, Mr Mottsman, and 2 in the steerage. Tappu, s.s., 461 tons, Carey, from Dunedin. Miles Hassal and Co., agents. Passengers—saloon: Mr and Mrs Ayers and family (6), Mr and Mrs McConnell and 3 children, Mrs Walker, Messrs Robertson, F. Jenkins, Crawford, Falconer, Stinton, A. Walker, McDonald, Soldene Opera Company (37), Messrs Schwartz, and Macnamara, Mrs Bedson and three children, and 4 steerage. Josephine, schooner, 66 tons, Connell, from Havelock. Master, agent. Adelphoi, barque, 349 tons, Gregory, from Newcastle. C. W. Turner, agent.	[15, 175, 306, 313]
ad-address: Opposite Cobb and Co.'s Office.	[484, 834, 614, 845]
ad-text: STRANGE and FOUNTAINE are now Selling Paper Collars, 3 boxes for 1s; Strong Working Shirts, from 2s 6d; good White Shirts, from 3s 6d; Felt Hats, from 2s; and all goods at equally low prices.	[15, 959, 306, 996]
